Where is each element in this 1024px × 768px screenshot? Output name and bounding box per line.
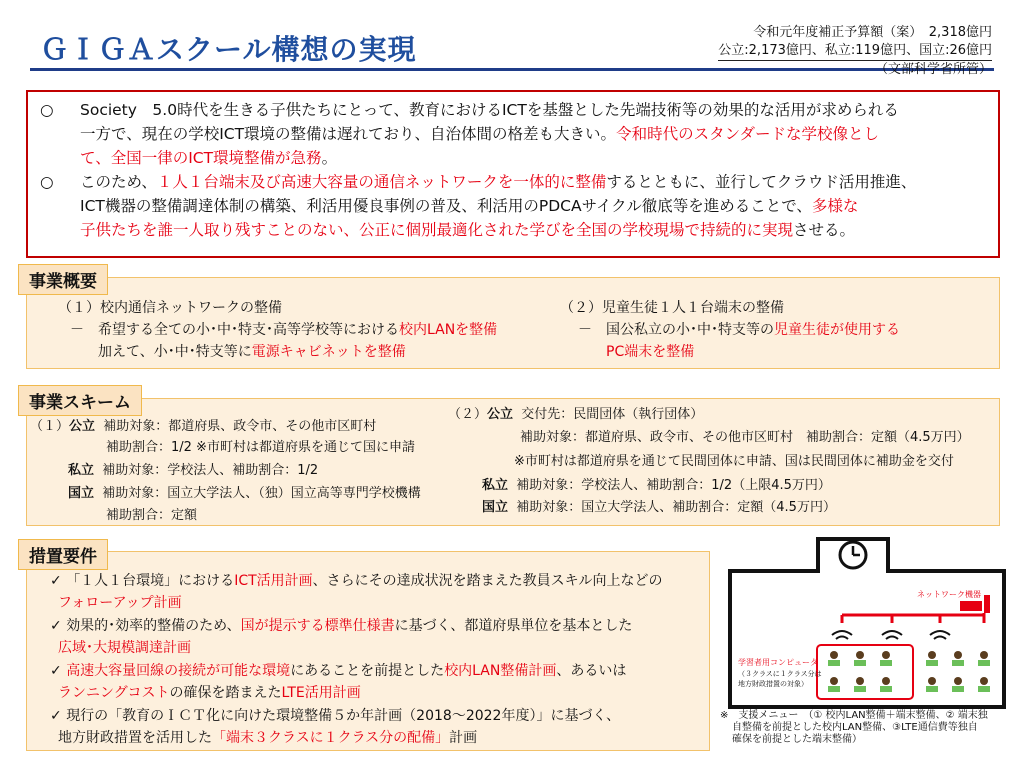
overview-right-line1: － 国公私立の小･中･特支等の児童生徒が使用する [578, 322, 900, 338]
scheme-left-national-2: 補助割合：定額 [106, 508, 198, 523]
scheme-left-private: 私立 補助対象：学校法人、補助割合：1/2 [68, 463, 319, 478]
check-icon: ✓ [50, 708, 62, 724]
budget-breakdown: 公立:2,173億円、私立:119億円、国立:26億円 [718, 42, 992, 61]
scheme-right-public-2: 補助対象：都道府県、政令市、その他市区町村 補助割合：定額（4.5万円） [520, 430, 970, 445]
overview-right-heading: （２）児童生徒１人１台端末の整備 [560, 300, 784, 316]
requirement-item-2: ✓ 効果的･効率的整備のため、国が提示する標準仕様書に基づく、都道府県単位を基本とした [50, 618, 633, 634]
scheme-left-public-1: （１）公立 補助対象：都道府県、政令市、その他市区町村 [30, 419, 377, 434]
scheme-right-national: 国立 補助対象：国立大学法人、補助割合：定額（4.5万円） [482, 500, 836, 515]
intro-box [26, 90, 1000, 258]
support-menu-note: ※ 支援メニュー （① 校内LAN整備＋端末整備、② 端末独 自整備を前提とした校内LAN整備、③LTE通信費等独自 確保を前提とした端末整備） [720, 710, 988, 745]
requirement-item-4-cont: 地方財政措置を活用した「端末３クラスに１クラス分の配備」計画 [58, 730, 478, 746]
scheme-right-private: 私立 補助対象：学校法人、補助割合：1/2（上限4.5万円） [482, 478, 831, 493]
pc-label-note-2: 地方財政措置の対象） [738, 680, 808, 688]
budget-ministry: （文部科学省所管） [874, 62, 992, 77]
overview-label: 事業概要 [18, 264, 108, 295]
pc-label-note-1: （３クラスに１クラス分は [738, 670, 822, 678]
intro-paragraph-2: ○ このため、１人１台端末及び高速大容量の通信ネットワークを一体的に整備するとともに、並行してクラウド活用推進、 ICT機器の整備調達体制の構築、利活用優良事例の普及、利活用のPDCAサイクル徹底等を進めることで、多様な 子供たちを誰一人取り残すことのない、公正に個別最適化された学びを全国の学校現場で持続的に実現させる。 [38, 170, 988, 242]
page-title: ＧＩＧＡスクール構想の実現 [40, 33, 417, 66]
intro-paragraph-1: ○ Society 5.0時代を生きる子供たちにとって、教育におけるICTを基盤とした先端技術等の効果的な活用が求められる 一方で、現在の学校ICT環境の整備は遅れており、自治体間の格差も大きい。令和時代のスタンダードな学校像とし て、全国一律のICT環境整備が急務。 [38, 98, 988, 170]
scheme-right-public-3: ※市町村は都道府県を通じて民間団体に申請、国は民間団体に補助金を交付 [514, 454, 954, 469]
requirements-label: 措置要件 [18, 539, 108, 570]
overview-left-line2: 加えて、小･中･特支等に電源キャビネットを整備 [98, 344, 406, 360]
pc-label-title: 学習者用コンピュータ [738, 658, 818, 667]
scheme-label: 事業スキーム [18, 385, 142, 416]
requirement-item-1-cont: フォローアップ計画 [58, 595, 182, 611]
overview-left-heading: （１）校内通信ネットワークの整備 [58, 300, 282, 316]
circle-bullet-icon: ○ [40, 101, 54, 119]
clock-icon [840, 542, 866, 568]
scheme-right-public-1: （２）公立 交付先：民間団体（執行団体） [448, 407, 704, 422]
requirement-item-4: ✓ 現行の「教育のＩＣＴ化に向けた環境整備５か年計画（2018～2022年度）」に基づく、 [50, 708, 621, 724]
requirement-item-3-cont: ランニングコストの確保を踏まえたLTE活用計画 [58, 685, 361, 701]
scheme-left-national: 国立 補助対象：国立大学法人、（独）国立高等専門学校機構 [68, 486, 421, 501]
requirement-item-3: ✓ 高速大容量回線の接続が可能な環境にあることを前提とした校内LAN整備計画、あるいは [50, 663, 627, 679]
network-device-label: ネットワーク機器 [917, 590, 981, 599]
requirement-item-2-cont: 広域･大規模調達計画 [58, 640, 191, 656]
check-icon: ✓ [50, 618, 62, 634]
overview-right-line2: PC端末を整備 [606, 344, 695, 360]
budget-info [718, 24, 992, 79]
budget-total: 令和元年度補正予算額（案） 2,318億円 [753, 25, 992, 40]
overview-left-line1: － 希望する全ての小･中･特支･高等学校等における校内LANを整備 [70, 322, 498, 338]
scheme-left-public-2: 補助割合：1/2 ※市町村は都道府県を通じて国に申請 [106, 440, 415, 455]
check-icon: ✓ [50, 573, 62, 589]
school-network-diagram [722, 531, 1012, 709]
requirement-item-1: ✓ 「１人１台環境」におけるICT活用計画、さらにその達成状況を踏まえた教員スキル向上などの [50, 573, 663, 589]
check-icon: ✓ [50, 663, 62, 679]
circle-bullet-icon: ○ [40, 173, 54, 191]
